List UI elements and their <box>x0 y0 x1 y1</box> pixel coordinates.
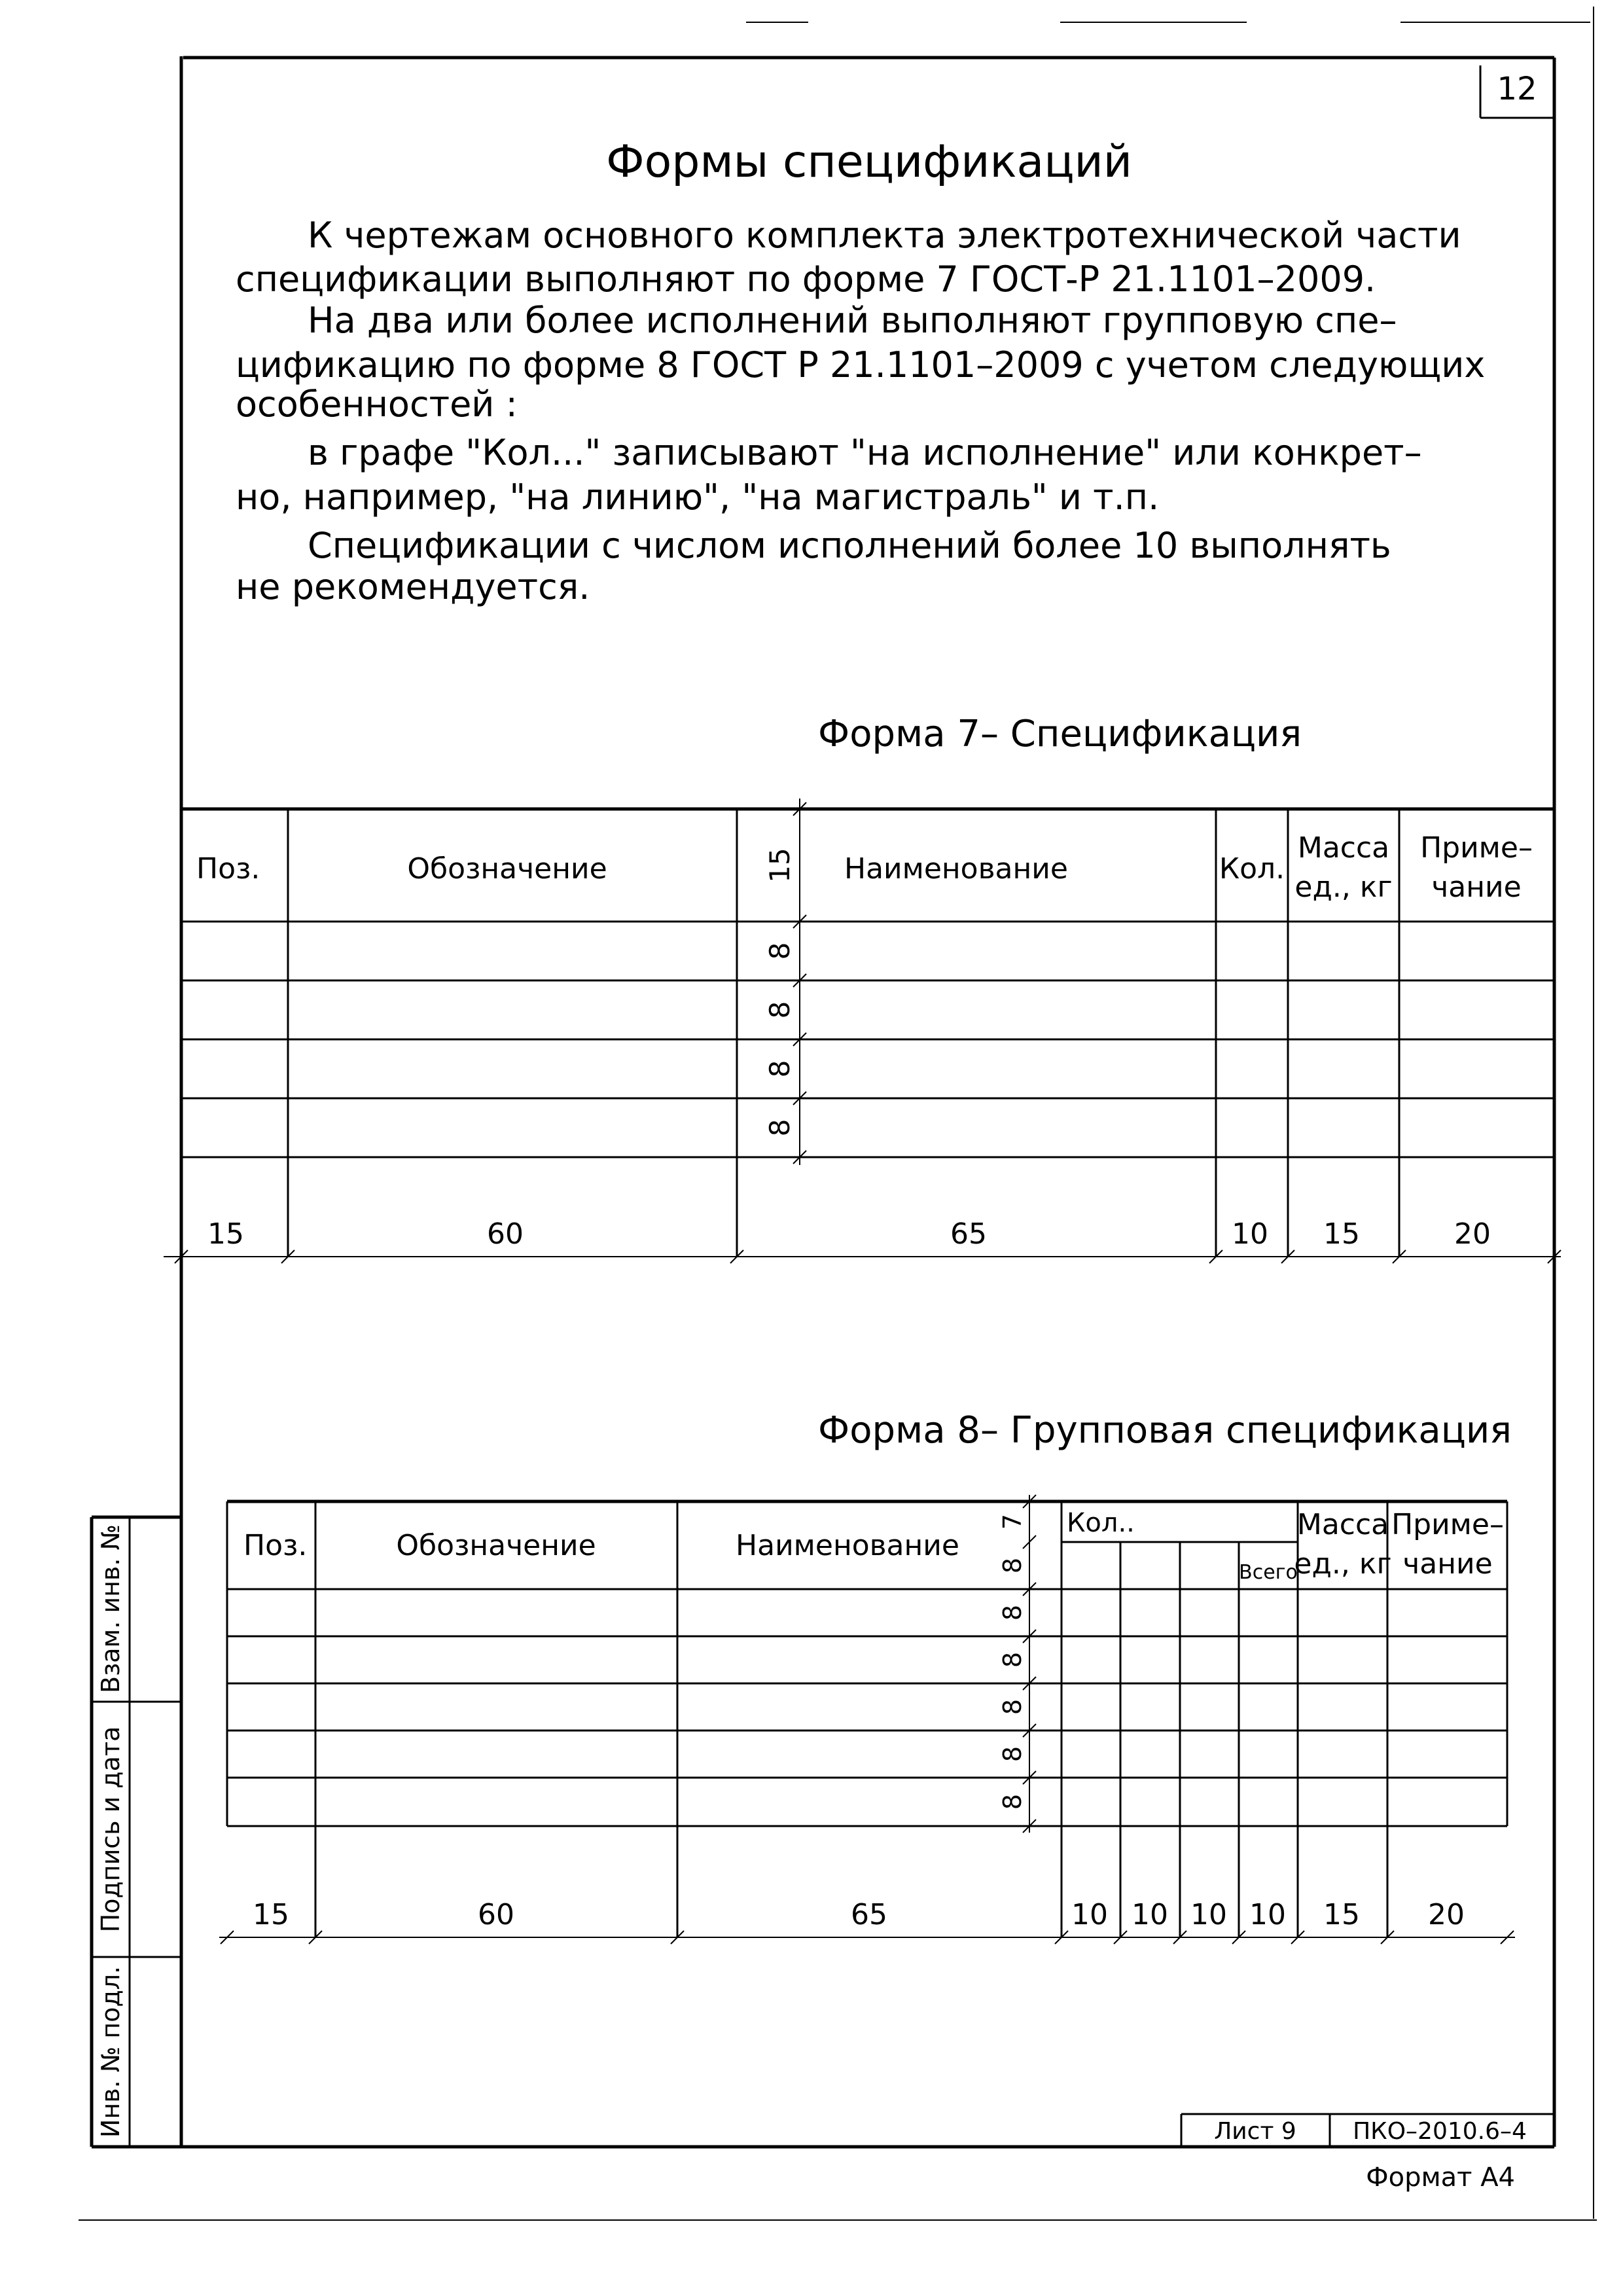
form8-header-mass: Масса <box>1296 1508 1389 1541</box>
form8-row-dim: 7 <box>998 1513 1027 1530</box>
body-line: цификацию по форме 8 ГОСТ Р 21.1101–2009 с учетом следующих <box>236 344 1486 386</box>
page-title: Формы спецификаций <box>606 136 1132 188</box>
form8-row-dim: 8 <box>998 1604 1027 1621</box>
form8-row-dim: 8 <box>998 1746 1027 1763</box>
form8-header-name: Наименование <box>736 1529 959 1562</box>
form7-header-note-cont: чание <box>1431 870 1522 904</box>
body-line: особенностей : <box>236 384 518 425</box>
form7-row-dim: 15 <box>764 848 796 883</box>
form8-col-dim: 60 <box>478 1898 514 1931</box>
form8-row-dim: 8 <box>998 1557 1027 1574</box>
form7-table <box>164 798 1561 1263</box>
form7-col-dim: 60 <box>487 1217 524 1251</box>
body-line: Спецификации с числом исполнений более 10 выполнять <box>308 525 1391 566</box>
form7-col-dim: 20 <box>1454 1217 1491 1251</box>
form7-row-dim: 8 <box>764 1001 796 1019</box>
form8-header-pos: Поз. <box>243 1529 308 1562</box>
body-line: не рекомендуется. <box>236 566 590 607</box>
form7-col-dim: 65 <box>950 1217 987 1251</box>
form7-header-pos: Поз. <box>196 852 260 886</box>
form7-header-designation: Обозначение <box>407 852 607 886</box>
form8-col-dim: 10 <box>1071 1898 1108 1931</box>
form8-row-dim: 8 <box>998 1793 1027 1810</box>
body-line: в графе "Кол..." записывают "на исполнение" или конкрет– <box>308 432 1422 473</box>
stamp-original-inv: Инв. № подл. <box>96 1965 125 2138</box>
body-line: На два или более исполнений выполняют групповую спе– <box>308 300 1397 341</box>
form8-col-dim: 15 <box>1323 1898 1360 1931</box>
form7-caption: Форма 7– Спецификация <box>818 713 1302 755</box>
form8-header-note: Приме– <box>1391 1508 1504 1541</box>
stamp-signature-date: Подпись и дата <box>96 1726 125 1933</box>
form8-row-dim: 8 <box>998 1651 1027 1668</box>
form8-caption: Форма 8– Групповая спецификация <box>818 1409 1512 1452</box>
page-number: 12 <box>1497 71 1537 107</box>
form8-col-dim: 65 <box>851 1898 887 1931</box>
form7-header-qty: Кол. <box>1219 852 1285 886</box>
form7-header-mass-unit: ед., кг <box>1294 870 1393 904</box>
body-line: но, например, "на линию", "на магистраль" и т.п. <box>236 476 1160 518</box>
form7-row-dim: 8 <box>764 942 796 960</box>
form8-col-dim: 10 <box>1132 1898 1168 1931</box>
form7-row-dim: 8 <box>764 1060 796 1078</box>
page-number-box <box>1480 65 1554 118</box>
form7-col-dim: 10 <box>1232 1217 1268 1251</box>
stamp-replacement-inv: Взам. инв. № <box>96 1524 125 1694</box>
form7-col-dim: 15 <box>1323 1217 1360 1251</box>
title-block <box>1181 2114 1554 2147</box>
form7-header-note: Приме– <box>1420 831 1533 865</box>
form8-col-dim: 15 <box>253 1898 289 1931</box>
form8-row-dim: 8 <box>998 1698 1027 1715</box>
format-label: Формат А4 <box>1366 2162 1515 2193</box>
form8-header-note-cont: чание <box>1402 1547 1493 1581</box>
form7-col-dim: 15 <box>207 1217 244 1251</box>
form7-header-mass: Масса <box>1297 831 1390 865</box>
document-code: ПКО–2010.6–4 <box>1353 2118 1527 2145</box>
form8-header-qty: Кол.. <box>1067 1508 1135 1538</box>
form8-header-total: Всего <box>1239 1561 1298 1584</box>
form8-header-mass-unit: ед., кг <box>1294 1547 1392 1581</box>
form7-header-name: Наименование <box>844 852 1068 886</box>
body-line: спецификации выполняют по форме 7 ГОСТ-Р 21.1101–2009. <box>236 259 1376 300</box>
body-text <box>236 215 1485 607</box>
form8-col-dim: 10 <box>1190 1898 1227 1931</box>
form8-table <box>219 1495 1515 1944</box>
form7-row-dim: 8 <box>764 1119 796 1137</box>
sheet-number: Лист 9 <box>1214 2118 1296 2145</box>
form8-col-dim: 20 <box>1428 1898 1465 1931</box>
form8-col-dim: 10 <box>1249 1898 1286 1931</box>
body-line: К чертежам основного комплекта электротехнической части <box>308 215 1461 256</box>
form8-header-designation: Обозначение <box>396 1529 596 1562</box>
side-stamp <box>92 1517 181 2147</box>
